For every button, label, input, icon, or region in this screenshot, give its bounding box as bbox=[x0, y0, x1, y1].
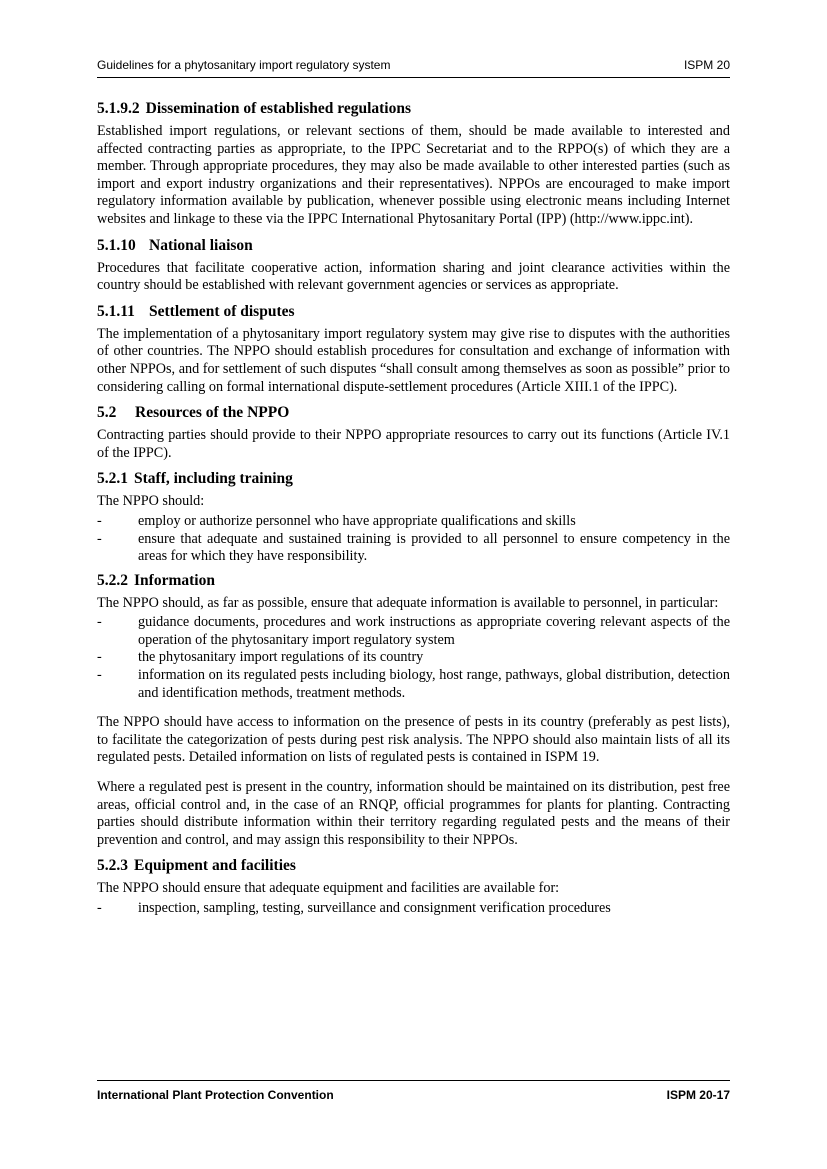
bullet-list bbox=[97, 614, 730, 702]
list-item-text: ensure that adequate and sustained training is provided to all personnel to ensure competency in the areas for which they have responsibility. bbox=[138, 530, 730, 565]
bullet-list bbox=[97, 513, 730, 566]
list-dash: - bbox=[97, 512, 102, 529]
header-standard: ISPM 20 bbox=[683, 58, 730, 72]
list-item bbox=[97, 649, 730, 667]
section-5-1-9-2 bbox=[97, 100, 730, 229]
section-5-2 bbox=[97, 404, 730, 462]
section-5-2-2 bbox=[97, 572, 730, 850]
section-heading bbox=[97, 572, 730, 590]
paragraph: The NPPO should have access to information on the presence of pests in its country (preferably as pest lists), to facilitate the categorization of pests during pest risk analysis. The NPPO should also maintain lists of all its regulated pests. Detailed information on lists of regulated pests is contained in ISPM 19. bbox=[97, 714, 730, 766]
section-title: Dissemination of established regulations bbox=[145, 100, 412, 117]
paragraph: The implementation of a phytosanitary import regulatory system may give rise to disputes with the authorities of other countries. The NPPO should establish procedures for consultation and exchange of information with other NPPOs, and for settlement of such disputes “shall consult among themselves as soon as possible” prior to considering calling on formal international dispute-settlement procedures (Article XIII.1 of the IPPC). bbox=[97, 325, 730, 395]
list-dash: - bbox=[97, 530, 102, 547]
paragraph: Established import regulations, or relevant sections of them, should be made available to interested and affected contracting parties as appropriate, to the IPPC Secretariat and to the RPPO(s) of which they are a member. Through appropriate procedures, they may also be made available to other interested parties (such as import and export industry organizations and their representatives). NPPOs are encouraged to make import regulatory information available by publication, whenever possible using electronic means including Internet websites and linkage to these via the IPPC International Phytosanitary Portal (IPP) (http://www.ippc.int). bbox=[97, 123, 730, 227]
list-item bbox=[97, 531, 730, 566]
paragraph: Where a regulated pest is present in the country, information should be maintained on its distribution, pest free areas, official control and, in the case of an RNQP, official programmes for plants for planting. Contracting parties should distribute information within their territory regarding regulated pests and the means of their prevention and control, and may assign this responsibility to their NPPOs. bbox=[97, 779, 730, 848]
list-dash: - bbox=[97, 649, 102, 666]
section-title: Resources of the NPPO bbox=[135, 404, 290, 422]
section-5-2-3 bbox=[97, 857, 730, 917]
section-title: Equipment and facilities bbox=[134, 857, 296, 875]
page-number: ISPM 20-17 bbox=[666, 1088, 730, 1102]
list-item bbox=[97, 614, 730, 649]
section-number: 5.2.3 bbox=[97, 857, 128, 875]
section-5-1-10 bbox=[97, 237, 730, 295]
list-item-text: inspection, sampling, testing, surveillance and consignment verification procedures bbox=[138, 900, 611, 916]
section-number: 5.2.2 bbox=[97, 571, 128, 589]
header-title: Guidelines for a phytosanitary import regulatory system bbox=[97, 58, 391, 72]
list-item-text: guidance documents, procedures and work instructions as appropriate covering relevant aspects of the operation of the phytosanitary import regulatory system bbox=[138, 614, 730, 648]
bullet-list bbox=[97, 900, 730, 918]
list-dash: - bbox=[97, 614, 102, 631]
list-item-text: the phytosanitary import regulations of its country bbox=[138, 649, 424, 666]
list-dash: - bbox=[97, 667, 102, 684]
page-header bbox=[97, 58, 730, 78]
section-5-2-1 bbox=[97, 470, 730, 565]
list-item bbox=[97, 667, 730, 702]
paragraph: The NPPO should ensure that adequate equipment and facilities are available for: bbox=[97, 880, 560, 897]
section-heading bbox=[97, 470, 730, 488]
section-number: 5.2 bbox=[97, 404, 117, 422]
section-title: Information bbox=[134, 571, 215, 589]
section-heading bbox=[97, 237, 730, 255]
section-5-1-11 bbox=[97, 303, 730, 396]
section-heading bbox=[97, 303, 730, 321]
paragraph: The NPPO should: bbox=[97, 493, 205, 510]
list-item bbox=[97, 513, 730, 531]
section-number: 5.1.10 bbox=[97, 236, 136, 254]
paragraph: Contracting parties should provide to their NPPO appropriate resources to carry out its functions (Article IV.1 of the IPPC). bbox=[97, 427, 730, 461]
paragraph: Procedures that facilitate cooperative action, information sharing and joint clearance activities within the country should be established with relevant government agencies or services as appropriate. bbox=[97, 259, 730, 294]
list-item bbox=[97, 900, 730, 918]
page-footer bbox=[97, 1080, 730, 1102]
footer-organization: International Plant Protection Convention bbox=[97, 1088, 334, 1102]
list-dash: - bbox=[97, 900, 102, 916]
section-heading bbox=[97, 857, 730, 875]
section-title: Settlement of disputes bbox=[149, 302, 295, 320]
paragraph: The NPPO should, as far as possible, ensure that adequate information is available to personnel, in particular: bbox=[97, 594, 719, 611]
section-title: Staff, including training bbox=[134, 470, 293, 488]
list-item-text: information on its regulated pests including biology, host range, pathways, global distribution, detection and identification methods, treatment methods. bbox=[138, 667, 730, 701]
section-title: National liaison bbox=[149, 236, 253, 254]
list-item-text: employ or authorize personnel who have appropriate qualifications and skills bbox=[138, 512, 576, 529]
section-heading bbox=[97, 404, 730, 422]
section-number: 5.1.11 bbox=[97, 302, 135, 320]
section-number: 5.1.9.2 bbox=[97, 100, 140, 117]
section-heading bbox=[97, 100, 730, 118]
section-number: 5.2.1 bbox=[97, 470, 128, 488]
page-content bbox=[97, 100, 730, 924]
